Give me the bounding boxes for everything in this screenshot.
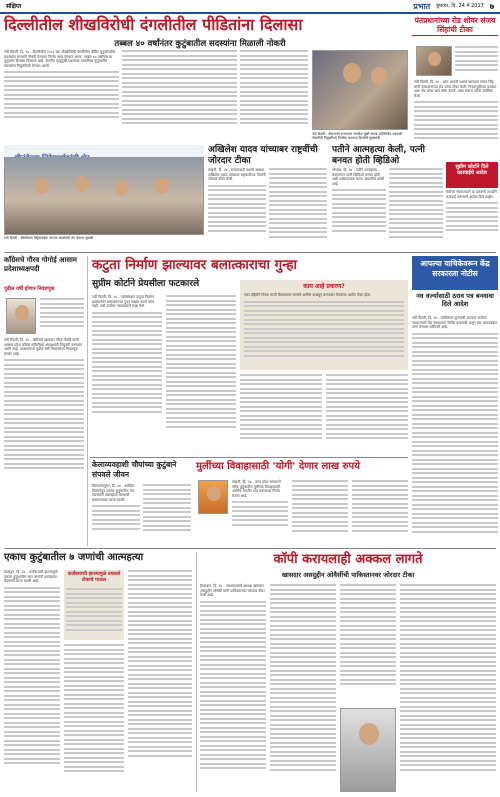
issue-date: बुधवार, दि. 24 मे 2017 <box>436 3 484 9</box>
story7-headline: मुलींच्या विवाहासाठी 'योगी' देणार लाख रुपये <box>196 461 361 472</box>
person-face <box>428 52 441 66</box>
story5-body-col4 <box>326 374 408 454</box>
page-header <box>0 0 500 12</box>
story8-box-body <box>66 588 122 638</box>
right-top-story <box>412 15 498 36</box>
story4-box-body: सर्वोच्च न्यायालयाने या प्रकरणी तातडीने कारवाई करण्याचे आदेश दिले आहेत. <box>446 190 498 250</box>
right-top-body: नवी दिल्ली, दि. २४ - आम आदमी पक्षाचे खासदार संजय सिंह यांनी पंतप्रधानांच्या रोड शोवर टीका केली. निवडणुकीच्या काळात अशा रोड शोचा खर्च कोण करतो, असा सवाल त्यांनी उपस्थित केला. <box>414 80 498 160</box>
person-face <box>15 305 29 321</box>
story3-body: भोपाळ, दि. २४ - पतीने आत्महत्या केल्यानंतर पत्नी व्हिडिओ बनवत होती, अशी धक्कादायक घटना उघडकीस आली आहे. <box>332 168 386 250</box>
story6-body-col2 <box>143 484 191 544</box>
story9-photo <box>340 708 396 792</box>
story8-headline: एकाच कुटुंबातील ७ जणांची आत्महत्या <box>4 552 144 563</box>
story7-body-col3 <box>352 480 408 544</box>
newspaper-logo: प्रभात <box>413 1 431 11</box>
person-face <box>155 178 169 194</box>
lead-headline: दिल्लीतील शीखविरोधी दंगलीतील पीडितांना दिलासा <box>4 15 303 34</box>
secondary-photo-caption: नवी दिल्ली : श्रीलंकेच्या लिट्टेसमर्थक गटाच्या सदस्यांची भेट घेताना गृहमंत्री <box>4 236 94 240</box>
section-label: संक्षिप्त <box>6 3 22 10</box>
person-face <box>75 176 89 192</box>
divider <box>90 457 408 458</box>
story8-body-col3 <box>128 570 192 792</box>
story2-body: लखनौ, दि. २४ - समाजवादी पक्षाचे अध्यक्ष अखिलेश यादव यांच्यावर राष्ट्रवादीच्या नेत्यांनी जोरदार टीका केली. <box>208 168 266 250</box>
story3-headline: पतीने आत्महत्या केली, पत्नी बनवत होती व्हिडिओ <box>332 145 425 166</box>
story7-body-col2 <box>292 480 348 544</box>
right-mid-headline: नव वर्ज्यासाठी ठराव पत्र बनवावा दिले आदेश <box>416 292 494 308</box>
lead-subhead: तब्बल ४० वर्षांनंतर कुटुंबातील सदस्यांना मिळाली नोकरी <box>114 39 286 49</box>
lead-photo <box>312 50 408 130</box>
section-divider <box>4 252 496 253</box>
story8-body: डेहराडून, दि. २४ - कर्जबाजारी झाल्यामुळे एकाच कुटुंबातील सात जणांनी आत्महत्या केल्याची घटना घडली आहे. <box>4 570 60 792</box>
lead-body: नवी दिल्ली, दि. २४ - दिल्लीतील १९८४ च्या शीखविरोधी दंगलीतील पीडित कुटुंबांमधील सदस्यांना सरकारी नोकरी देण्याचा निर्णय आज घेण्यात आला. तब्बल ४० वर्षांनंतर या कुटुंबांना दिलासा मिळाला आहे. दंगलीत मृत्युमुखी पडलेल्या व्यक्तींच्या कुटुंबातील सदस्यांना नियुक्तीपत्रे देण्यात आली. <box>4 50 119 140</box>
left-col-photo <box>6 298 36 334</box>
story9-headline: कॉपी करायलाही अक्कल लागते <box>273 552 423 567</box>
column-rule <box>87 256 88 546</box>
person-face <box>35 178 49 194</box>
story4-box-title: सुप्रीम कोर्टाने दिले कारवाईचे आदेश <box>446 162 498 188</box>
column-rule <box>196 552 197 792</box>
person-face <box>115 180 129 196</box>
person-face <box>343 63 361 83</box>
story6-headline: केलाव्यवहाशी चौघांच्या कुटुंबाने संपवले जीवन <box>92 460 177 479</box>
lead-photo-caption: नवी दिल्ली : मेघालयचे राज्यपाल जगदीश मुखी यांच्या उपस्थितीत सरकारी नोकरीची नियुक्तीपत्रे वितरित करताना दिल्लीचे मुख्यमंत्री <box>312 132 402 141</box>
right-mid-body: नवी दिल्ली, दि. २४ - याचिकेवर सुनावणी करताना सर्वोच्च न्यायालयाने केंद्र सरकारला नोटीस बजावली असून चार आठवड्यांत उत्तर देण्यास सांगितले आहे. <box>412 316 498 556</box>
section-divider <box>4 548 496 549</box>
story5-body-col2 <box>166 295 236 455</box>
left-col-headline: काँग्रेसचे गौरव गोगोई आसाम प्रदेशाध्यक्षपदी <box>4 256 77 273</box>
left-col-body: नवी दिल्ली, दि. २४ - काँग्रेसचे खासदार गौरव गोगोई यांची आसाम प्रदेश काँग्रेस समितीच्या अध्यक्षपदी नियुक्ती करण्यात आली आहे. आसाममध्ये पुढील वर्षी विधानसभा निवडणूक होणार आहे. <box>4 338 84 508</box>
story7-body: लखनौ, दि. २४ - उत्तर प्रदेश सरकारने गरीब कुटुंबातील मुलींच्या विवाहासाठी आर्थिक मदतीत वाढ करण्याचा निर्णय घेतला आहे. <box>232 480 288 544</box>
story6-body: तिरुअनंतपुरम, दि. २४ - आर्थिक विवंचनेतून एकाच कुटुंबातील चार सदस्यांनी आत्महत्या केल्याची धक्कादायक घटना घडली. <box>92 484 140 544</box>
story5-subhead: सुप्रीम कोर्टाने प्रेयसीला फटकारले <box>92 279 200 289</box>
story9-body-col3 <box>340 584 396 704</box>
person-face <box>371 67 387 85</box>
lead-body-col2 <box>122 50 237 140</box>
story5-box-title: काय आहे प्रकरण? <box>303 283 345 290</box>
story7-photo <box>198 480 228 514</box>
story9-body: हैदराबाद, दि. २४ - एमआयएमचे अध्यक्ष खासदार असदुद्दीन ओवैसी यांनी पाकिस्तानवर जोरदार टीका केली आहे. <box>200 584 266 792</box>
story3-body-col2 <box>389 168 443 250</box>
person-face <box>359 723 379 745</box>
person-face <box>207 486 221 501</box>
story9-body-col2 <box>270 584 336 792</box>
photo-banner <box>4 145 204 157</box>
story5-box-body: एका महिलेने तिच्या माजी प्रियकरावर लग्नाचे आमिष दाखवून बलात्कार केल्याचा आरोप केला होता. <box>244 293 404 368</box>
header-rule <box>0 12 500 14</box>
lead-body-col3 <box>240 50 308 140</box>
story8-box-title: कर्जबाजारी झाल्यामुळे उचलले टोकाचे पाऊल <box>67 572 121 583</box>
left-col-kicker: पुढील वर्षी होणार निवडणूक <box>4 286 55 292</box>
story5-body: नवी दिल्ली, दि. २४ - नातेसंबंधात कटुता निर्माण झाल्यानंतर बलात्काराचा गुन्हा दाखल करणे योग्य नाही, असे सर्वोच्च न्यायालयाने स्पष्ट केले. <box>92 295 162 455</box>
left-col-intro <box>40 298 84 334</box>
story2-body-col2 <box>269 168 327 250</box>
story2-headline: अखिलेश यादव यांच्याबर राष्ट्रवींची जोरदार टीका <box>208 145 318 166</box>
story9-subhead: खासदार असदुद्दीन ओवैसींची पाकिस्तानवर जोरदार टीका <box>281 571 415 579</box>
secondary-photo <box>4 157 204 235</box>
right-top-photo <box>416 46 452 76</box>
right-top-headline: पंतप्रधानांच्या रोड शोवर संजय सिंहांची टीका <box>412 15 498 36</box>
right-top-intro <box>455 46 498 76</box>
story5-headline: कटुता निर्माण झाल्यावर बलात्काराचा गुन्हा <box>92 257 297 273</box>
story8-body-col2 <box>64 644 124 792</box>
right-mid-title: आपल्या याचिकेवरून केंद्र सरकारला नोटीस <box>412 256 498 290</box>
page-number: ७ <box>489 1 494 11</box>
story9-body-col4 <box>400 584 496 792</box>
story5-body-col3 <box>240 374 322 454</box>
